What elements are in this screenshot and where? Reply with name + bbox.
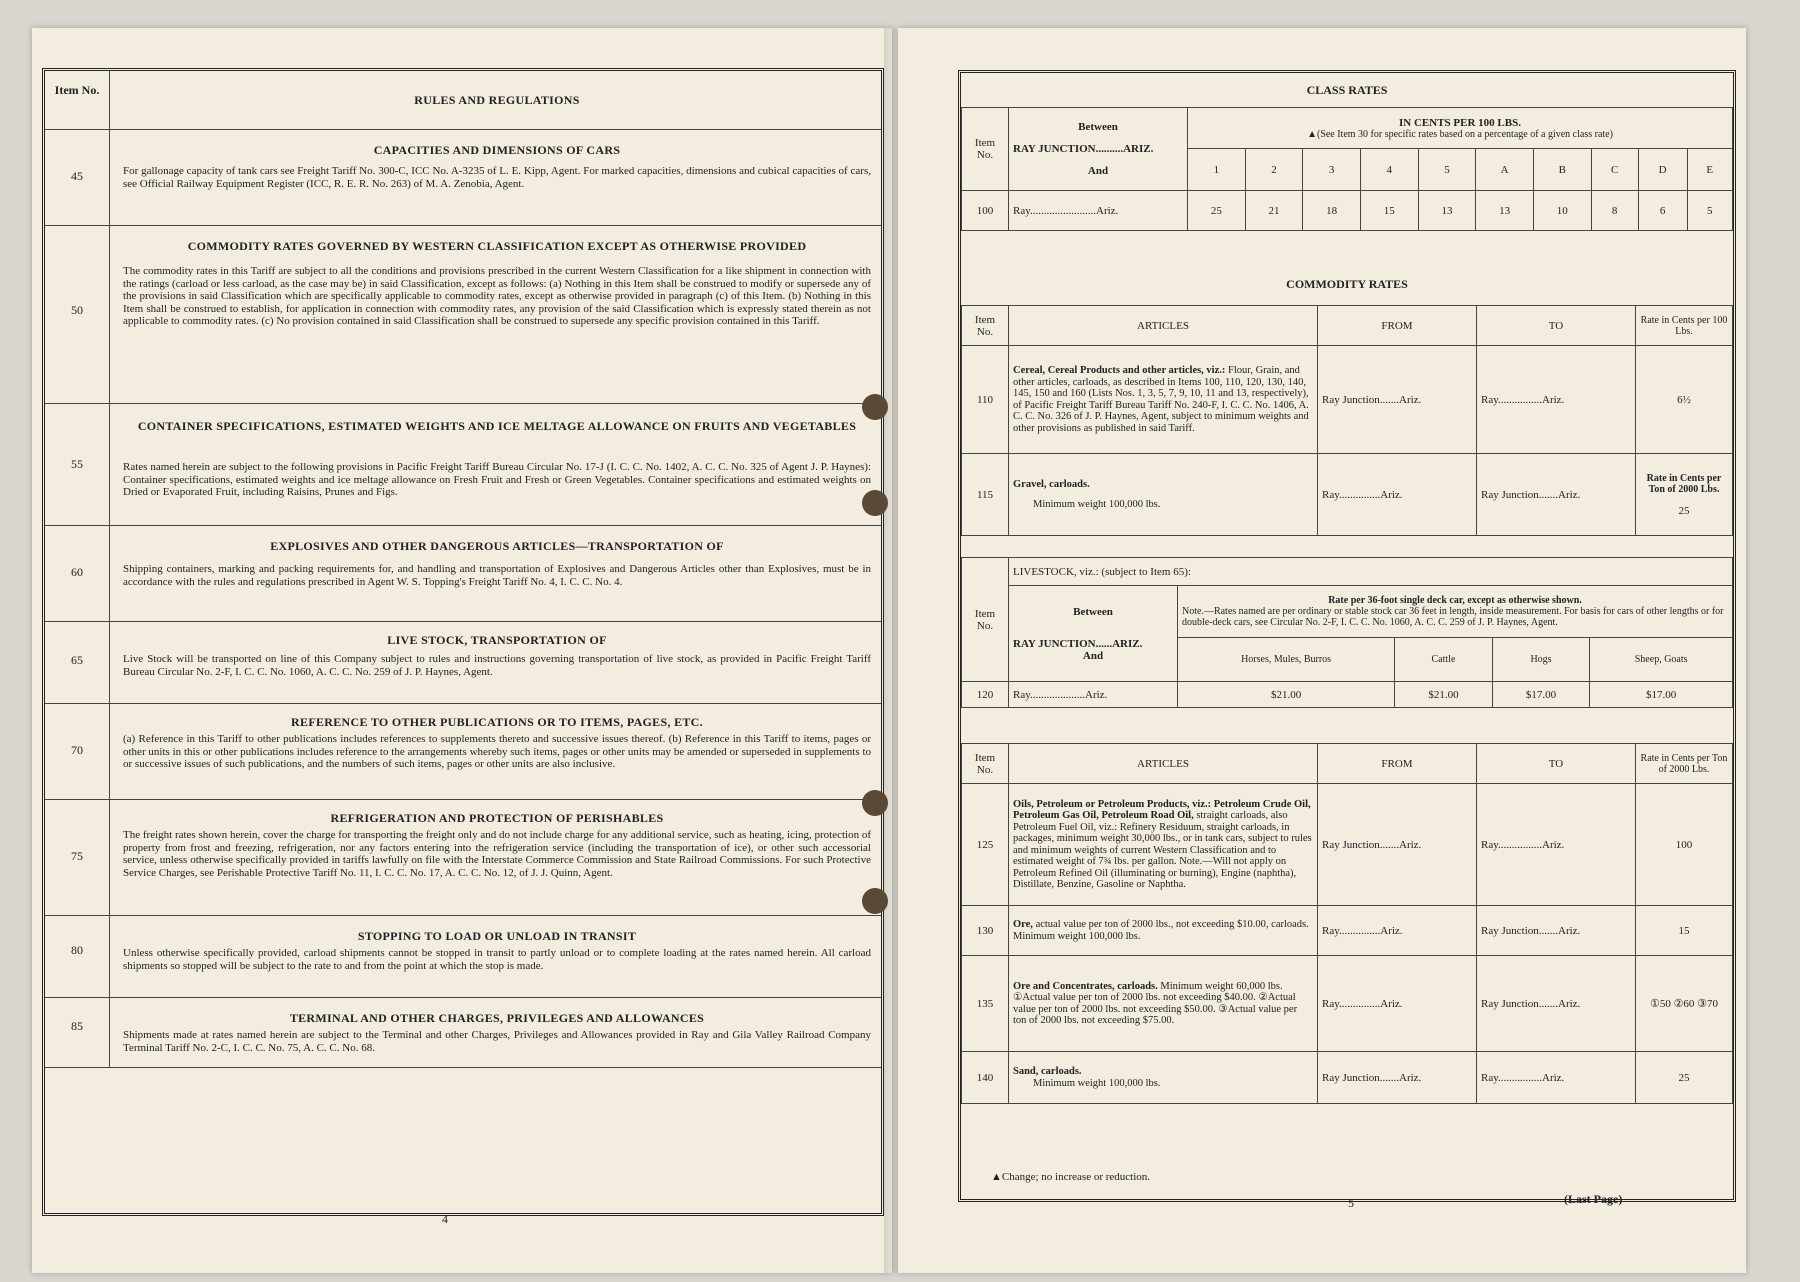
from-cell: Ray Junction.......Ariz. xyxy=(1318,346,1477,454)
binding-hole xyxy=(862,490,888,516)
table-header xyxy=(45,71,881,130)
item-title: REFERENCE TO OTHER PUBLICATIONS OR TO ITEMS, PAGES, ETC. xyxy=(291,715,703,729)
rate-cell: $21.00 xyxy=(1178,682,1395,708)
rate-header: Rate in Cents per 100 Lbs. xyxy=(1636,306,1733,346)
rule-item xyxy=(45,703,881,800)
item-number: 120 xyxy=(962,682,1009,708)
class-header: 5 xyxy=(1418,149,1476,191)
item-body: Rates named herein are subject to the following provisions in Pacific Freight Tariff Bureau Circular No. 17-J (I. C. C. No. 1402, A. C. C. No. 325 of Agent J. P. Haynes): Container specifications, estimated weights and ice meltage allowance on Fresh Fruit and Fresh or Green Vegetables. Container specifications and estimated weights on Dried or Evaporated Fruit, including Raisins, Prunes and Figs. xyxy=(123,461,871,498)
rate-cell: Rate in Cents per Ton of 2000 Lbs. 25 xyxy=(1636,454,1733,536)
article-cell: Gravel, carloads. Minimum weight 100,000 lbs. xyxy=(1009,454,1318,536)
item-number: 100 xyxy=(962,191,1009,231)
to-cell: Ray................Ariz. xyxy=(1477,784,1636,906)
rate-cell: 13 xyxy=(1476,191,1534,231)
item-number: 75 xyxy=(71,849,83,863)
commodity-rates-title: COMMODITY RATES xyxy=(1286,277,1408,291)
right-rates-table xyxy=(958,70,1736,1202)
rule-item xyxy=(45,525,881,622)
item-title: REFRIGERATION AND PROTECTION OF PERISHABLES xyxy=(330,811,664,825)
item-body: Live Stock will be transported on line of this Company subject to rules and instructions governing transportation of live stock, as provided in Pacific Freight Tariff Bureau Circular No. 2-F, I. C. C. No. 1060, A. C. C. No. 259 of J. P. Haynes, Agent. xyxy=(123,653,871,678)
livestock-rate-header: Rate per 36-foot single deck car, except as otherwise shown. Note.—Rates named are per ordinary or stable stock car 36 feet in length, inside measurement. For basis for cars of other lengths or for double-deck cars, see Circular No. 2-F, I. C. C. No. 1060, A. C. C. 259 of J. P. Haynes, Agent. xyxy=(1178,586,1733,638)
rate-cell: 25 xyxy=(1188,191,1246,231)
article-cell: Cereal, Cereal Products and other articles, viz.: Flour, Grain, and other articles, carloads, as described in Items 100, 110, 120, 130, 140, 145, 150 and 160 (Lists Nos. 1, 3, 5, 7, 9, 10, 11 and 13, respectively), of Pacific Freight Tariff Bureau Tariff No. 240-F, I. C. C. No. 1406, A. C. C. No. 326 of J. P. Haynes, Agent, subject to minimum weights and other provisions as published in said Tariff. xyxy=(1009,346,1318,454)
class-header: 3 xyxy=(1303,149,1361,191)
item-body: Shipping containers, marking and packing requirements for, and handling and transportation of Explosives and Dangerous Articles other than Explosives, must be in accordance with the rules and regulations prescribed in Agent W. S. Topping's Freight Tariff No. 4, I. C. C. No. 4. xyxy=(123,563,871,588)
livestock-column: Horses, Mules, Burros xyxy=(1178,638,1395,682)
class-header: 2 xyxy=(1245,149,1303,191)
table-row xyxy=(962,682,1733,708)
item-title: LIVE STOCK, TRANSPORTATION OF xyxy=(387,633,607,647)
class-header: A xyxy=(1476,149,1534,191)
rate-cell: 25 xyxy=(1636,1052,1733,1104)
table-row xyxy=(962,1052,1733,1104)
table-row xyxy=(962,906,1733,956)
item-title: COMMODITY RATES GOVERNED BY WESTERN CLASSIFICATION EXCEPT AS OTHERWISE PROVIDED xyxy=(187,239,807,253)
from-header: FROM xyxy=(1318,744,1477,784)
item-no-header: Item No. xyxy=(962,108,1009,191)
class-header: D xyxy=(1638,149,1687,191)
destination: Ray........................Ariz. xyxy=(1009,191,1188,231)
binding-hole xyxy=(862,790,888,816)
to-header: TO xyxy=(1477,744,1636,784)
item-number: 110 xyxy=(962,346,1009,454)
item-number: 115 xyxy=(962,454,1009,536)
rate-cell: ①50 ②60 ③70 xyxy=(1636,956,1733,1052)
rate-cell: 6 xyxy=(1638,191,1687,231)
binding-hole xyxy=(862,394,888,420)
item-number: 85 xyxy=(71,1019,83,1033)
table-row xyxy=(962,454,1733,536)
livestock-table xyxy=(961,557,1733,708)
class-header: 4 xyxy=(1360,149,1418,191)
item-number: 60 xyxy=(71,565,83,579)
cents-header: IN CENTS PER 100 LBS. ▲(See Item 30 for specific rates based on a percentage of a given class rate) xyxy=(1188,108,1733,149)
table-row xyxy=(962,346,1733,454)
from-cell: Ray...............Ariz. xyxy=(1318,454,1477,536)
rule-item xyxy=(45,129,881,226)
to-cell: Ray................Ariz. xyxy=(1477,1052,1636,1104)
rate-cell: 13 xyxy=(1418,191,1476,231)
class-rates-title: CLASS RATES xyxy=(1306,83,1388,97)
livestock-column: Sheep, Goats xyxy=(1590,638,1733,682)
item-title: STOPPING TO LOAD OR UNLOAD IN TRANSIT xyxy=(357,929,637,943)
articles-header: ARTICLES xyxy=(1009,744,1318,784)
item-number: 55 xyxy=(71,457,83,471)
rate-header: Rate in Cents per Ton of 2000 Lbs. xyxy=(1646,472,1722,495)
commodity-rates-table-b xyxy=(961,743,1733,1104)
page-number: 5 xyxy=(1348,1196,1354,1210)
page-number: 4 xyxy=(442,1212,448,1226)
from-cell: Ray Junction.......Ariz. xyxy=(1318,1052,1477,1104)
from-header: FROM xyxy=(1318,306,1477,346)
from-cell: Ray Junction.......Ariz. xyxy=(1318,784,1477,906)
item-title: TERMINAL AND OTHER CHARGES, PRIVILEGES AND ALLOWANCES xyxy=(289,1011,705,1025)
class-header: 1 xyxy=(1188,149,1246,191)
item-number: 50 xyxy=(71,303,83,317)
rate-cell: 10 xyxy=(1533,191,1591,231)
rate-cell: 6½ xyxy=(1636,346,1733,454)
rule-item xyxy=(45,997,881,1068)
item-no-header: Item No. xyxy=(962,558,1009,682)
rate-header: Rate in Cents per Ton of 2000 Lbs. xyxy=(1636,744,1733,784)
article-cell: Ore, actual value per ton of 2000 lbs., not exceeding $10.00, carloads. Minimum weight 100,000 lbs. xyxy=(1009,906,1318,956)
item-title: CAPACITIES AND DIMENSIONS OF CARS xyxy=(373,143,621,157)
class-header: C xyxy=(1591,149,1638,191)
item-no-header: Item No. xyxy=(54,83,100,97)
rate-cell: 15 xyxy=(1636,906,1733,956)
class-header: B xyxy=(1533,149,1591,191)
footnote: ▲Change; no increase or reduction. xyxy=(991,1171,1151,1183)
item-number: 135 xyxy=(962,956,1009,1052)
item-number: 65 xyxy=(71,653,83,667)
article-cell: Ore and Concentrates, carloads. Minimum weight 60,000 lbs. ①Actual value per ton of 2000 lbs. not exceeding $40.00. ②Actual value per ton of 2000 lbs. not exceeding $50.00. ③Actual value per ton of 2000 lbs. not exceeding $75.00. xyxy=(1009,956,1318,1052)
rate-cell: $17.00 xyxy=(1590,682,1733,708)
binding-hole xyxy=(862,888,888,914)
rate-cell: $21.00 xyxy=(1395,682,1493,708)
item-body: Unless otherwise specifically provided, carload shipments cannot be stopped in transit to partly unload or to complete loading at the rates named herein. All carload shipments so stopped will be subject to the rate to and from the point at which the stop is made. xyxy=(123,947,871,972)
last-page-note: (Last Page) xyxy=(1564,1192,1623,1206)
item-number: 130 xyxy=(962,906,1009,956)
left-rules-table xyxy=(42,68,884,1216)
to-cell: Ray Junction.......Ariz. xyxy=(1477,454,1636,536)
rate-cell: $17.00 xyxy=(1492,682,1590,708)
item-number: 140 xyxy=(962,1052,1009,1104)
item-body: The commodity rates in this Tariff are subject to all the conditions and provisions prescribed in the current Western Classification for a like shipment in connection with the ratings (carload or less carload, as the case may be) in said Classification, except as follows: (a) Nothing in this Item shall be construed to modify or supersede any of the provisions in said Classification which are specifically applicable to commodity rates, except as otherwise provided in paragraph (c) of this Item. (b) Nothing in this Item shall be construed to establish, for application in connection with commodity rates, any provision of the said Classification which is expressly stated therein as not applicable to commodity rates. (c) No provision contained in said Classification shall be construed to supersede any specific provision contained in this Tariff. xyxy=(123,265,871,327)
rule-item xyxy=(45,403,881,526)
to-cell: Ray Junction.......Ariz. xyxy=(1477,956,1636,1052)
from-cell: Ray...............Ariz. xyxy=(1318,906,1477,956)
destination: Ray....................Ariz. xyxy=(1009,682,1178,708)
rate-cell: 15 xyxy=(1360,191,1418,231)
rule-item xyxy=(45,799,881,916)
between-cell: Between RAY JUNCTION..........ARIZ. And xyxy=(1009,108,1188,191)
to-cell: Ray................Ariz. xyxy=(1477,346,1636,454)
class-header: E xyxy=(1687,149,1732,191)
article-cell: Sand, carloads. Minimum weight 100,000 lbs. xyxy=(1009,1052,1318,1104)
rate-cell: 21 xyxy=(1245,191,1303,231)
item-number: 125 xyxy=(962,784,1009,906)
to-cell: Ray Junction.......Ariz. xyxy=(1477,906,1636,956)
rules-header: RULES AND REGULATIONS xyxy=(414,93,580,107)
table-row xyxy=(962,956,1733,1052)
rule-item xyxy=(45,915,881,998)
livestock-heading: LIVESTOCK, viz.: (subject to Item 65): xyxy=(1009,558,1733,586)
item-number: 80 xyxy=(71,943,83,957)
rule-item xyxy=(45,225,881,404)
table-row xyxy=(962,191,1733,231)
article-cell: Oils, Petroleum or Petroleum Products, viz.: Petroleum Crude Oil, Petroleum Gas Oil, Petroleum Road Oil, straight carloads, also Petroleum Fuel Oil, viz.: Refinery Residuum, straight carloads, in packages, minimum weight 30,000 lbs., or in tank cars, subject to rules and minimum weights of current Western Classification and to estimated weight of 7¾ lbs. per gallon. Note.—Will not apply on Petroleum Refined Oil (illuminating or burning), Engine (naphtha), Distillate, Benzine, Gasoline or Naphtha. xyxy=(1009,784,1318,906)
rate-cell: 8 xyxy=(1591,191,1638,231)
between-cell: Between RAY JUNCTION......ARIZ. And xyxy=(1009,586,1178,682)
livestock-column: Hogs xyxy=(1492,638,1590,682)
item-number: 45 xyxy=(71,169,83,183)
right-page xyxy=(898,28,1746,1273)
rate-cell: 18 xyxy=(1303,191,1361,231)
livestock-column: Cattle xyxy=(1395,638,1493,682)
item-body: For gallonage capacity of tank cars see Freight Tariff No. 300-C, ICC No. A-3235 of L. E. Kipp, Agent. For marked capacities, dimensions and cubical capacities of cars, see Official Railway Equipment Register (ICC, R. E. R. No. 263) of M. A. Zenobia, Agent. xyxy=(123,165,871,190)
articles-header: ARTICLES xyxy=(1009,306,1318,346)
item-title: EXPLOSIVES AND OTHER DANGEROUS ARTICLES—TRANSPORTATION OF xyxy=(270,539,724,553)
table-row xyxy=(962,784,1733,906)
to-header: TO xyxy=(1477,306,1636,346)
class-rates-table xyxy=(961,107,1733,231)
left-page xyxy=(32,28,892,1273)
from-cell: Ray...............Ariz. xyxy=(1318,956,1477,1052)
rate-cell: 5 xyxy=(1687,191,1732,231)
item-body: The freight rates shown herein, cover the charge for transporting the freight only and do not include charge for any additional service, such as heating, icing, protection of property from frost and freezing, refrigeration, nor any factors entering into the refrigeration service (including the transportation of ice), or other such accessorial service, unless otherwise specifically provided in tariffs lawfully on file with the Interstate Commerce Commission and State Railroad Commissions. For such Protective Service Charges, see Perishable Protective Tariff No. 11, I. C. C. No. 17, A. C. C. No. 12, of J. J. Quinn, Agent. xyxy=(123,829,871,879)
item-body: Shipments made at rates named herein are subject to the Terminal and other Charges, Privileges and Allowances provided in Ray and Gila Valley Railroad Company Terminal Tariff No. 2-C, I. C. C. No. 75, A. C. C. No. 68. xyxy=(123,1029,871,1054)
rule-item xyxy=(45,621,881,704)
item-no-header: Item No. xyxy=(962,744,1009,784)
item-no-header: Item No. xyxy=(962,306,1009,346)
item-number: 70 xyxy=(71,743,83,757)
item-title: CONTAINER SPECIFICATIONS, ESTIMATED WEIGHTS AND ICE MELTAGE ALLOWANCE ON FRUITS AND VEGETABLES xyxy=(137,419,857,433)
commodity-rates-table-a xyxy=(961,305,1733,536)
rate-cell: 100 xyxy=(1636,784,1733,906)
item-body: (a) Reference in this Tariff to other publications includes references to supplements thereto and successive issues thereof. (b) Reference in this Tariff to items, pages or other units in this or other publications includes reference to the arrangements whereby such items, pages or other units may be amended or superseded in supplements to or successive issues of such publications, and the numbers of such items, pages or other units are also inclusive. xyxy=(123,733,871,770)
